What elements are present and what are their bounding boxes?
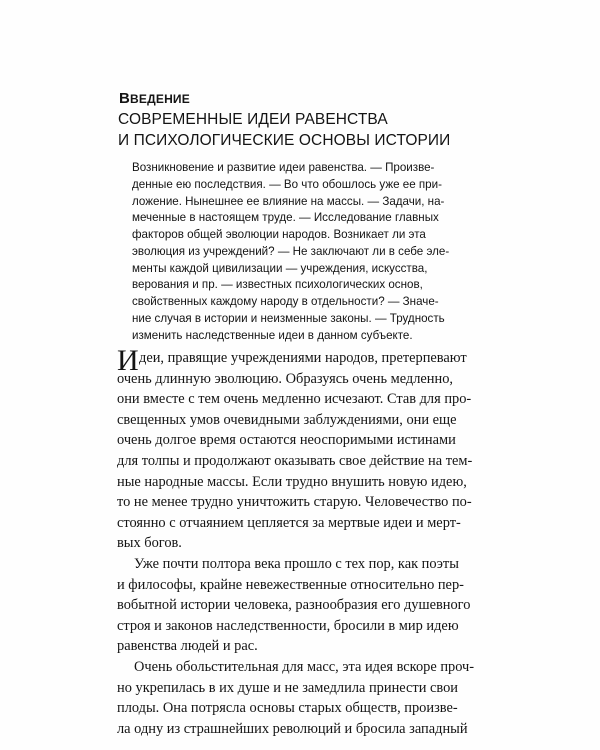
abstract-line: верования и пр. — известных психологических основ,	[132, 278, 423, 292]
paragraph-line: ла одну из страшнейших революций и бросила западный	[117, 720, 468, 737]
paragraph-line: очень долгое время остаются неоспоримыми истинами	[117, 432, 456, 449]
paragraph-line: вых богов.	[117, 535, 182, 552]
paragraph-line: плоды. Она потрясла основы старых обществ, произве-	[117, 700, 458, 717]
paragraph-line: и философы, крайне невежественные относительно пер-	[117, 576, 464, 593]
paragraph-first-line: деи, правящие учреждениями народов, претерпевают	[139, 350, 467, 366]
paragraph-line: они вместе с тем очень медленно исчезают. Став для про-	[117, 391, 472, 408]
chapter-title-line: И ПСИХОЛОГИЧЕСКИЕ ОСНОВЫ ИСТОРИИ	[118, 132, 451, 149]
body-text	[117, 344, 477, 739]
abstract-line: менты каждой цивилизации — учреждения, искусства,	[132, 261, 428, 275]
paragraph-line: Очень обольстительная для масс, эта идея вскоре проч-	[134, 658, 475, 675]
paragraph-line: свещенных умов очевидными заблуждениями, они еще	[117, 411, 457, 428]
chapter-label-rest: ВЕДЕНИЕ	[130, 92, 190, 106]
abstract-line: ние случая в истории и неизменные законы. — Трудность	[132, 311, 445, 325]
chapter-title-line: СОВРЕМЕННЫЕ ИДЕИ РАВЕНСТВА	[118, 111, 388, 128]
chapter-label	[119, 90, 190, 108]
paragraph-line: строя и законов наследственности, бросили в мир идею	[117, 617, 459, 634]
abstract-line: ложение. Нынешнее ее влияние на массы. — Задачи, на-	[132, 194, 445, 208]
paragraph-line: равенства людей и рас.	[117, 638, 258, 655]
abstract-line: денные ею последствия. — Во что обошлось уже ее при-	[132, 177, 442, 191]
abstract-line: эволюция из учреждений? — Не заключают ли в себе эле-	[132, 244, 450, 258]
paragraph-line: для толпы и продолжают оказывать свое действие на тем-	[117, 452, 473, 469]
abstract-line: меченные в настоящем труде. — Исследование главных	[132, 211, 439, 225]
abstract-line: Возникновение и развитие идеи равенства. — Произве-	[132, 161, 435, 174]
paragraph-line: Уже почти полтора века прошло с тех пор, как поэты	[134, 555, 459, 572]
abstract-line: свойственных каждому народу в отдельности? — Значе-	[132, 295, 439, 308]
drop-cap: И	[117, 344, 139, 377]
chapter-title	[118, 109, 450, 151]
paragraph-line: стоянно с отчаянием цепляется за мертвые идеи и мерт-	[117, 514, 461, 531]
chapter-abstract	[132, 160, 472, 344]
chapter-label-initial: В	[119, 90, 131, 107]
paragraph-line: ные народные массы. Если трудно внушить новую идею,	[117, 473, 467, 490]
abstract-line: изменить наследственные идеи в данном субъекте.	[132, 328, 413, 342]
abstract-line: факторов общей эволюции народов. Возникает ли эта	[132, 228, 426, 241]
paragraph-line: но укрепилась в их душе и не замедлила принести свои	[117, 679, 458, 696]
paragraph-line: очень длинную эволюцию. Образуясь очень медленно,	[117, 370, 454, 387]
paragraph-line: то не менее трудно уничтожить старую. Человечество по-	[117, 494, 472, 511]
paragraph-line: вобытной истории человека, разнообразия его душевного	[117, 597, 471, 614]
paragraph-line	[117, 344, 477, 377]
